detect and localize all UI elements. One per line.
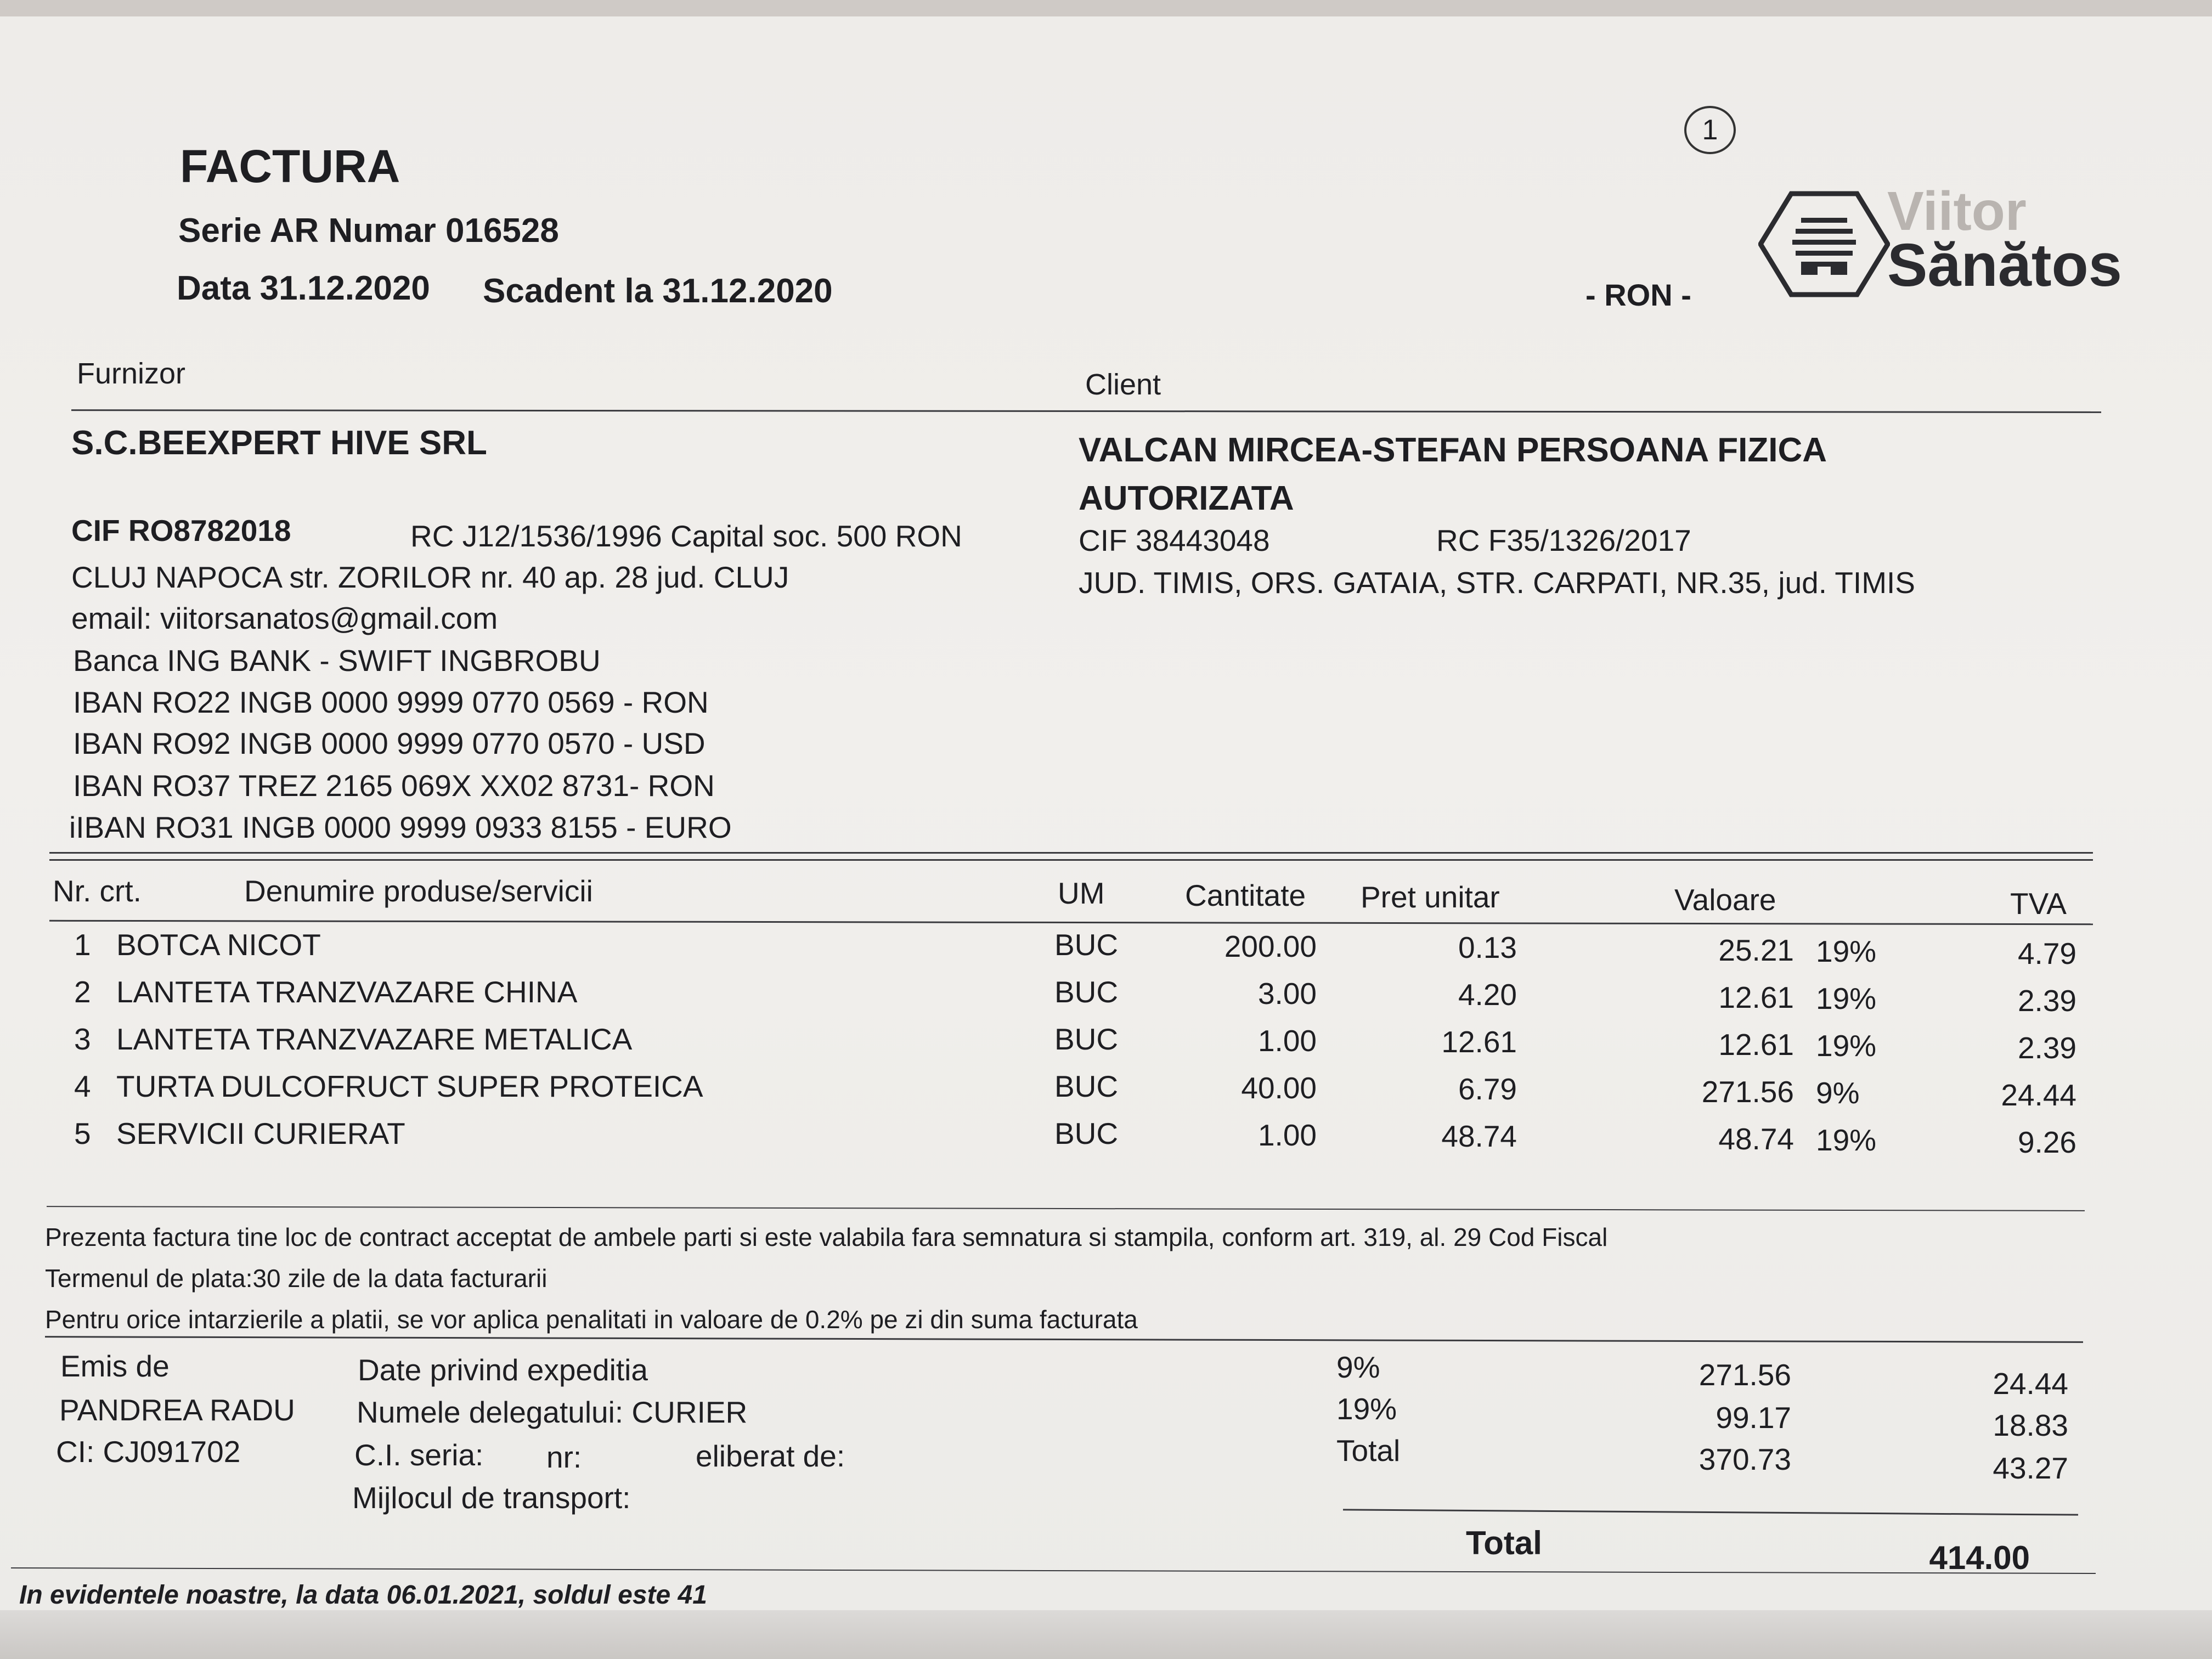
background-cloth xyxy=(0,1610,2212,1659)
logo-text-sanatos: Sănătos xyxy=(1887,232,2122,299)
row-vat-rate: 9% xyxy=(1816,1076,1860,1110)
row-um: BUC xyxy=(1054,1116,1119,1150)
furnizor-rc: RC J12/1536/1996 Capital soc. 500 RON xyxy=(410,519,962,553)
transport-label: Mijlocul de transport: xyxy=(352,1481,631,1515)
legal-note: Prezenta factura tine loc de contract acceptat de ambele parti si este valabila fara semnatura si stampila, conform art. 319, al. 29 Cod Fiscal xyxy=(45,1223,1608,1251)
row-nr: 5 xyxy=(74,1116,91,1150)
row-value: 12.61 xyxy=(1718,980,1794,1014)
row-unit-price: 6.79 xyxy=(1458,1072,1517,1106)
row-product-name: TURTA DULCOFRUCT SUPER PROTEICA xyxy=(116,1069,703,1103)
due-date: Scadent la 31.12.2020 xyxy=(483,272,833,310)
client-label: Client xyxy=(1085,368,1161,401)
iban-line: IBAN RO92 INGB 0000 9999 0770 0570 - USD xyxy=(73,726,706,760)
row-product-name: SERVICII CURIERAT xyxy=(116,1116,405,1150)
row-quantity: 40.00 xyxy=(1241,1071,1317,1105)
payment-term-note: Termenul de plata:30 zile de la data facturarii xyxy=(45,1264,548,1293)
row-vat-amount: 24.44 xyxy=(2001,1078,2076,1112)
ci-eliberat: eliberat de: xyxy=(696,1439,845,1473)
iban-line: iIBAN RO31 INGB 0000 9999 0933 8155 - EURO xyxy=(69,810,732,844)
row-vat-amount: 2.39 xyxy=(2017,1031,2076,1065)
balance-note: In evidentele noastre, la data 06.01.2021, soldul este 41 xyxy=(19,1581,707,1610)
row-product-name: LANTETA TRANZVAZARE CHINA xyxy=(116,975,578,1009)
summary-total-label: Total xyxy=(1336,1434,1401,1468)
grand-total-label: Total xyxy=(1466,1525,1542,1561)
client-address: JUD. TIMIS, ORS. GATAIA, STR. CARPATI, NR.35, jud. TIMIS xyxy=(1079,566,1915,600)
row-quantity: 1.00 xyxy=(1257,1118,1317,1152)
summary-total-tva: 43.27 xyxy=(1993,1451,2068,1485)
row-unit-price: 4.20 xyxy=(1458,978,1517,1012)
furnizor-address: CLUJ NAPOCA str. ZORILOR nr. 40 ap. 28 jud. CLUJ xyxy=(71,560,789,594)
furnizor-cif: CIF RO8782018 xyxy=(71,514,291,548)
ci-seria: C.I. seria: xyxy=(354,1438,484,1472)
penalty-note: Pentru orice intarzierile a platii, se vor aplica penalitati in valoare de 0.2% pe zi din suma facturata xyxy=(45,1305,1138,1334)
col-header-denumire: Denumire produse/servicii xyxy=(244,874,593,908)
summary-value-19: 99.17 xyxy=(1716,1401,1791,1435)
row-vat-rate: 19% xyxy=(1816,934,1877,968)
row-um: BUC xyxy=(1054,1022,1119,1056)
delegat-name: Numele delegatului: CURIER xyxy=(357,1395,748,1429)
summary-total-value: 370.73 xyxy=(1699,1442,1791,1476)
row-value: 271.56 xyxy=(1701,1075,1794,1109)
row-quantity: 1.00 xyxy=(1257,1024,1317,1058)
grand-total-value: 414.00 xyxy=(1929,1539,2030,1576)
row-vat-amount: 2.39 xyxy=(2017,984,2076,1018)
row-quantity: 200.00 xyxy=(1224,929,1317,963)
summary-tva-19: 18.83 xyxy=(1993,1408,2068,1442)
emis-label: Emis de xyxy=(60,1349,170,1383)
row-um: BUC xyxy=(1054,975,1119,1009)
ci-nr: nr: xyxy=(546,1440,582,1474)
client-name-line2: AUTORIZATA xyxy=(1079,479,1294,517)
row-product-name: BOTCA NICOT xyxy=(116,928,321,962)
row-vat-amount: 9.26 xyxy=(2017,1125,2076,1159)
client-rc: RC F35/1326/2017 xyxy=(1436,523,1691,557)
logo-text-viitor: Viitor xyxy=(1887,180,2027,242)
page-number: 1 xyxy=(1684,106,1736,154)
client-name-line1: VALCAN MIRCEA-STEFAN PERSOANA FIZICA xyxy=(1079,431,1827,469)
row-value: 48.74 xyxy=(1718,1122,1794,1156)
table-top-rule xyxy=(49,859,2093,861)
col-header-cantitate: Cantitate xyxy=(1185,878,1306,912)
row-unit-price: 0.13 xyxy=(1458,930,1517,964)
summary-tva-9: 24.44 xyxy=(1993,1367,2068,1401)
hive-logo-icon xyxy=(1758,189,1890,299)
emis-name: PANDREA RADU xyxy=(59,1393,295,1427)
row-nr: 2 xyxy=(74,975,91,1009)
summary-value-9: 271.56 xyxy=(1699,1358,1791,1392)
row-nr: 3 xyxy=(74,1022,91,1056)
iban-line: IBAN RO37 TREZ 2165 069X XX02 8731- RON xyxy=(73,769,715,803)
row-value: 12.61 xyxy=(1718,1028,1794,1062)
row-product-name: LANTETA TRANZVAZARE METALICA xyxy=(116,1022,633,1056)
row-vat-rate: 19% xyxy=(1816,981,1877,1015)
row-nr: 4 xyxy=(74,1069,91,1103)
col-header-um: UM xyxy=(1058,876,1105,910)
row-um: BUC xyxy=(1054,928,1119,962)
furnizor-name: S.C.BEEXPERT HIVE SRL xyxy=(71,424,487,462)
furnizor-email: email: viitorsanatos@gmail.com xyxy=(71,601,498,635)
invoice-date: Data 31.12.2020 xyxy=(177,269,430,307)
row-quantity: 3.00 xyxy=(1257,977,1317,1011)
emis-ci: CI: CJ091702 xyxy=(56,1435,241,1469)
row-um: BUC xyxy=(1054,1069,1119,1103)
invoice-title: FACTURA xyxy=(180,140,400,192)
iban-line: IBAN RO22 INGB 0000 9999 0770 0569 - RON xyxy=(73,685,709,719)
col-header-pret: Pret unitar xyxy=(1361,880,1500,914)
col-header-nr: Nr. crt. xyxy=(53,874,142,908)
company-logo xyxy=(1758,189,1890,299)
row-unit-price: 48.74 xyxy=(1441,1119,1517,1153)
furnizor-bank: Banca ING BANK - SWIFT INGBROBU xyxy=(73,644,601,678)
client-cif: CIF 38443048 xyxy=(1079,523,1270,557)
furnizor-label: Furnizor xyxy=(77,357,186,390)
currency-label: - RON - xyxy=(1585,278,1691,312)
col-header-valoare: Valoare xyxy=(1674,883,1776,917)
row-vat-amount: 4.79 xyxy=(2017,936,2076,970)
expeditie-title: Date privind expeditia xyxy=(358,1353,648,1387)
row-value: 25.21 xyxy=(1718,933,1794,967)
table-top-rule xyxy=(49,852,2093,854)
row-vat-rate: 19% xyxy=(1816,1123,1877,1157)
summary-rate-19: 19% xyxy=(1336,1392,1397,1426)
row-vat-rate: 19% xyxy=(1816,1029,1877,1063)
col-header-tva: TVA xyxy=(2010,887,2067,921)
row-nr: 1 xyxy=(74,928,91,962)
serie-numar: Serie AR Numar 016528 xyxy=(178,212,559,250)
row-unit-price: 12.61 xyxy=(1441,1025,1517,1059)
summary-rate-9: 9% xyxy=(1336,1350,1380,1384)
